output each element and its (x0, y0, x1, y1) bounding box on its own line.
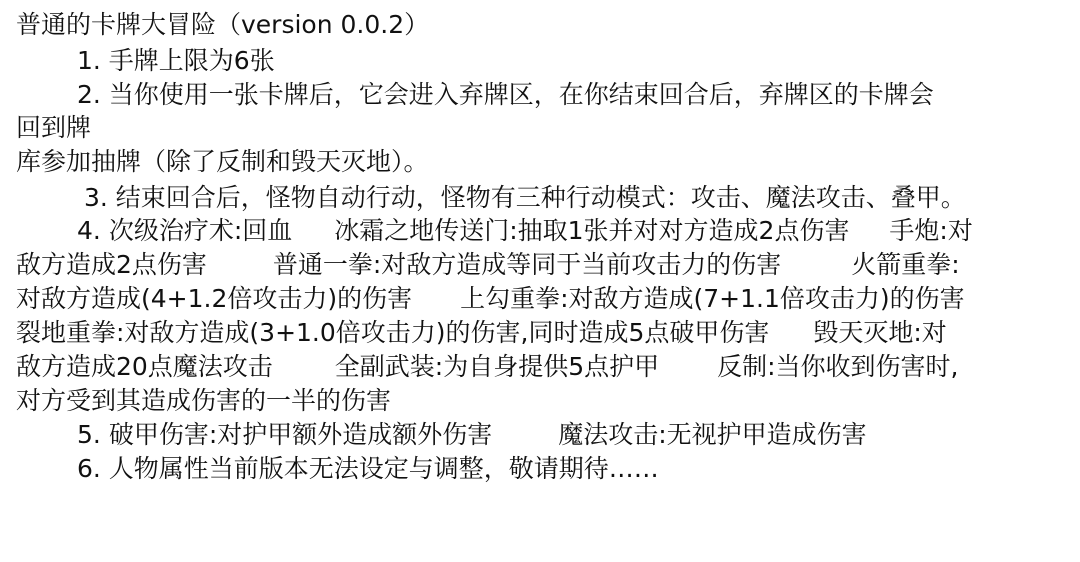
card-hand-cannon: 手炮:对 (889, 216, 973, 245)
term-armor-break: 破甲伤害:对护甲额外造成额外伤害 (108, 420, 493, 449)
card-rocket-punch-cont: 对敌方造成(4+1.2倍攻击力)的伤害 (16, 284, 413, 313)
card-ground-smash: 裂地重拳:对敌方造成(3+1.0倍攻击力)的伤害,同时造成5点破甲伤害 (16, 318, 770, 347)
rule-6: 6. 人物属性当前版本无法设定与调整，敬请期待…… (77, 454, 659, 483)
card-rocket-punch: 火箭重拳: (851, 250, 960, 279)
card-annihilate-cont: 敌方造成20点魔法攻击 (16, 352, 273, 381)
card-uppercut: 上勾重拳:对敌方造成(7+1.1倍攻击力)的伤害 (460, 284, 965, 313)
rule-3: 3. 结束回合后，怪物自动行动，怪物有三种行动模式：攻击、魔法攻击、叠甲。 (84, 183, 966, 212)
rule-4-line-3 (16, 282, 965, 316)
rule-1: 1. 手牌上限为6张 (77, 46, 275, 75)
card-counter: 反制:当你收到伤害时, (717, 352, 959, 381)
rule-2-line-3: 库参加抽牌（除了反制和毁天灭地）。 (16, 147, 429, 176)
term-magic-attack: 魔法攻击:无视护甲造成伤害 (558, 420, 867, 449)
card-hand-cannon-cont: 敌方造成2点伤害 (16, 250, 207, 279)
card-minor-heal: 次级治疗术:回血 (108, 216, 293, 245)
rule-4-line-2 (16, 248, 960, 282)
rule-2-line-1: 2. 当你使用一张卡牌后，它会进入弃牌区，在你结束回合后，弃牌区的卡牌会 (77, 80, 934, 109)
rule-4-line-4 (16, 316, 947, 350)
card-frost-portal: 冰霜之地传送门:抽取1张并对对方造成2点伤害 (334, 216, 850, 245)
rule-2-line-2: 回到牌 (16, 113, 92, 142)
rule-4-prefix: 4. (77, 216, 101, 245)
rule-4-line-6: 对方受到其造成伤害的一半的伤害 (16, 386, 392, 415)
rule-5 (77, 418, 867, 452)
rule-4-line-1 (77, 214, 973, 248)
card-normal-punch: 普通一拳:对敌方造成等同于当前攻击力的伤害 (272, 250, 782, 279)
card-annihilate: 毁天灭地:对 (813, 318, 947, 347)
rule-5-prefix: 5. (77, 420, 101, 449)
rule-4-line-5 (16, 350, 958, 384)
card-full-armor: 全副武装:为自身提供5点护甲 (334, 352, 660, 381)
document-title: 普通的卡牌大冒险（version 0.0.2） (16, 10, 430, 39)
